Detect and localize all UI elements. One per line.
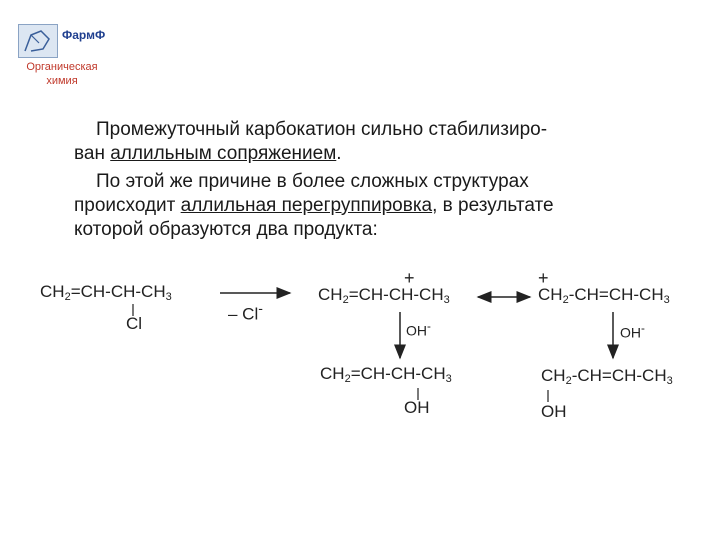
reactant-formula: $CH_2=CH-CH-CH_3$ (40, 282, 172, 303)
cation2-formula: $CH_2-CH=CH-CH_3$ (538, 285, 670, 306)
product2-hydroxyl: OH (541, 402, 567, 421)
p2-line3: которой образуются два продукта: (74, 219, 378, 240)
logo-subtitle-line1: Органическая (26, 61, 98, 73)
cation2-hydroxide: OH- (620, 322, 645, 341)
cation1-formula: $CH_2=CH-CH-CH_3$ (318, 285, 450, 306)
chloride-loss-label: – Cl- (228, 300, 263, 324)
cation2-plus: + (538, 268, 549, 288)
allylic-rearrangement-link[interactable]: аллильная перегруппировка (180, 195, 433, 216)
cation1-plus: + (404, 268, 415, 288)
p2-text: происходит (74, 195, 181, 216)
allylic-conjugation-link[interactable]: аллильным сопряжением (110, 143, 337, 164)
logo-subtitle-line2: химия (46, 75, 78, 87)
cation1-hydroxide: OH- (406, 320, 431, 339)
product1-formula: $CH_2=CH-CH-CH_3$ (320, 364, 452, 385)
p1-text: ван (74, 143, 111, 164)
p1-period: . (336, 143, 342, 164)
product1-hydroxyl: OH (404, 398, 430, 417)
p1-line1: Промежуточный карбокатион сильно стабилизиро- (96, 119, 548, 140)
p2-text-end: , в результате (432, 195, 554, 216)
reactant-chlorine: Cl (126, 314, 143, 333)
product2-formula: $CH_2-CH=CH-CH_3$ (541, 366, 673, 387)
logo-title: ФармФ (62, 28, 106, 42)
p2-line1: По этой же причине в более сложных структурах (96, 171, 529, 192)
